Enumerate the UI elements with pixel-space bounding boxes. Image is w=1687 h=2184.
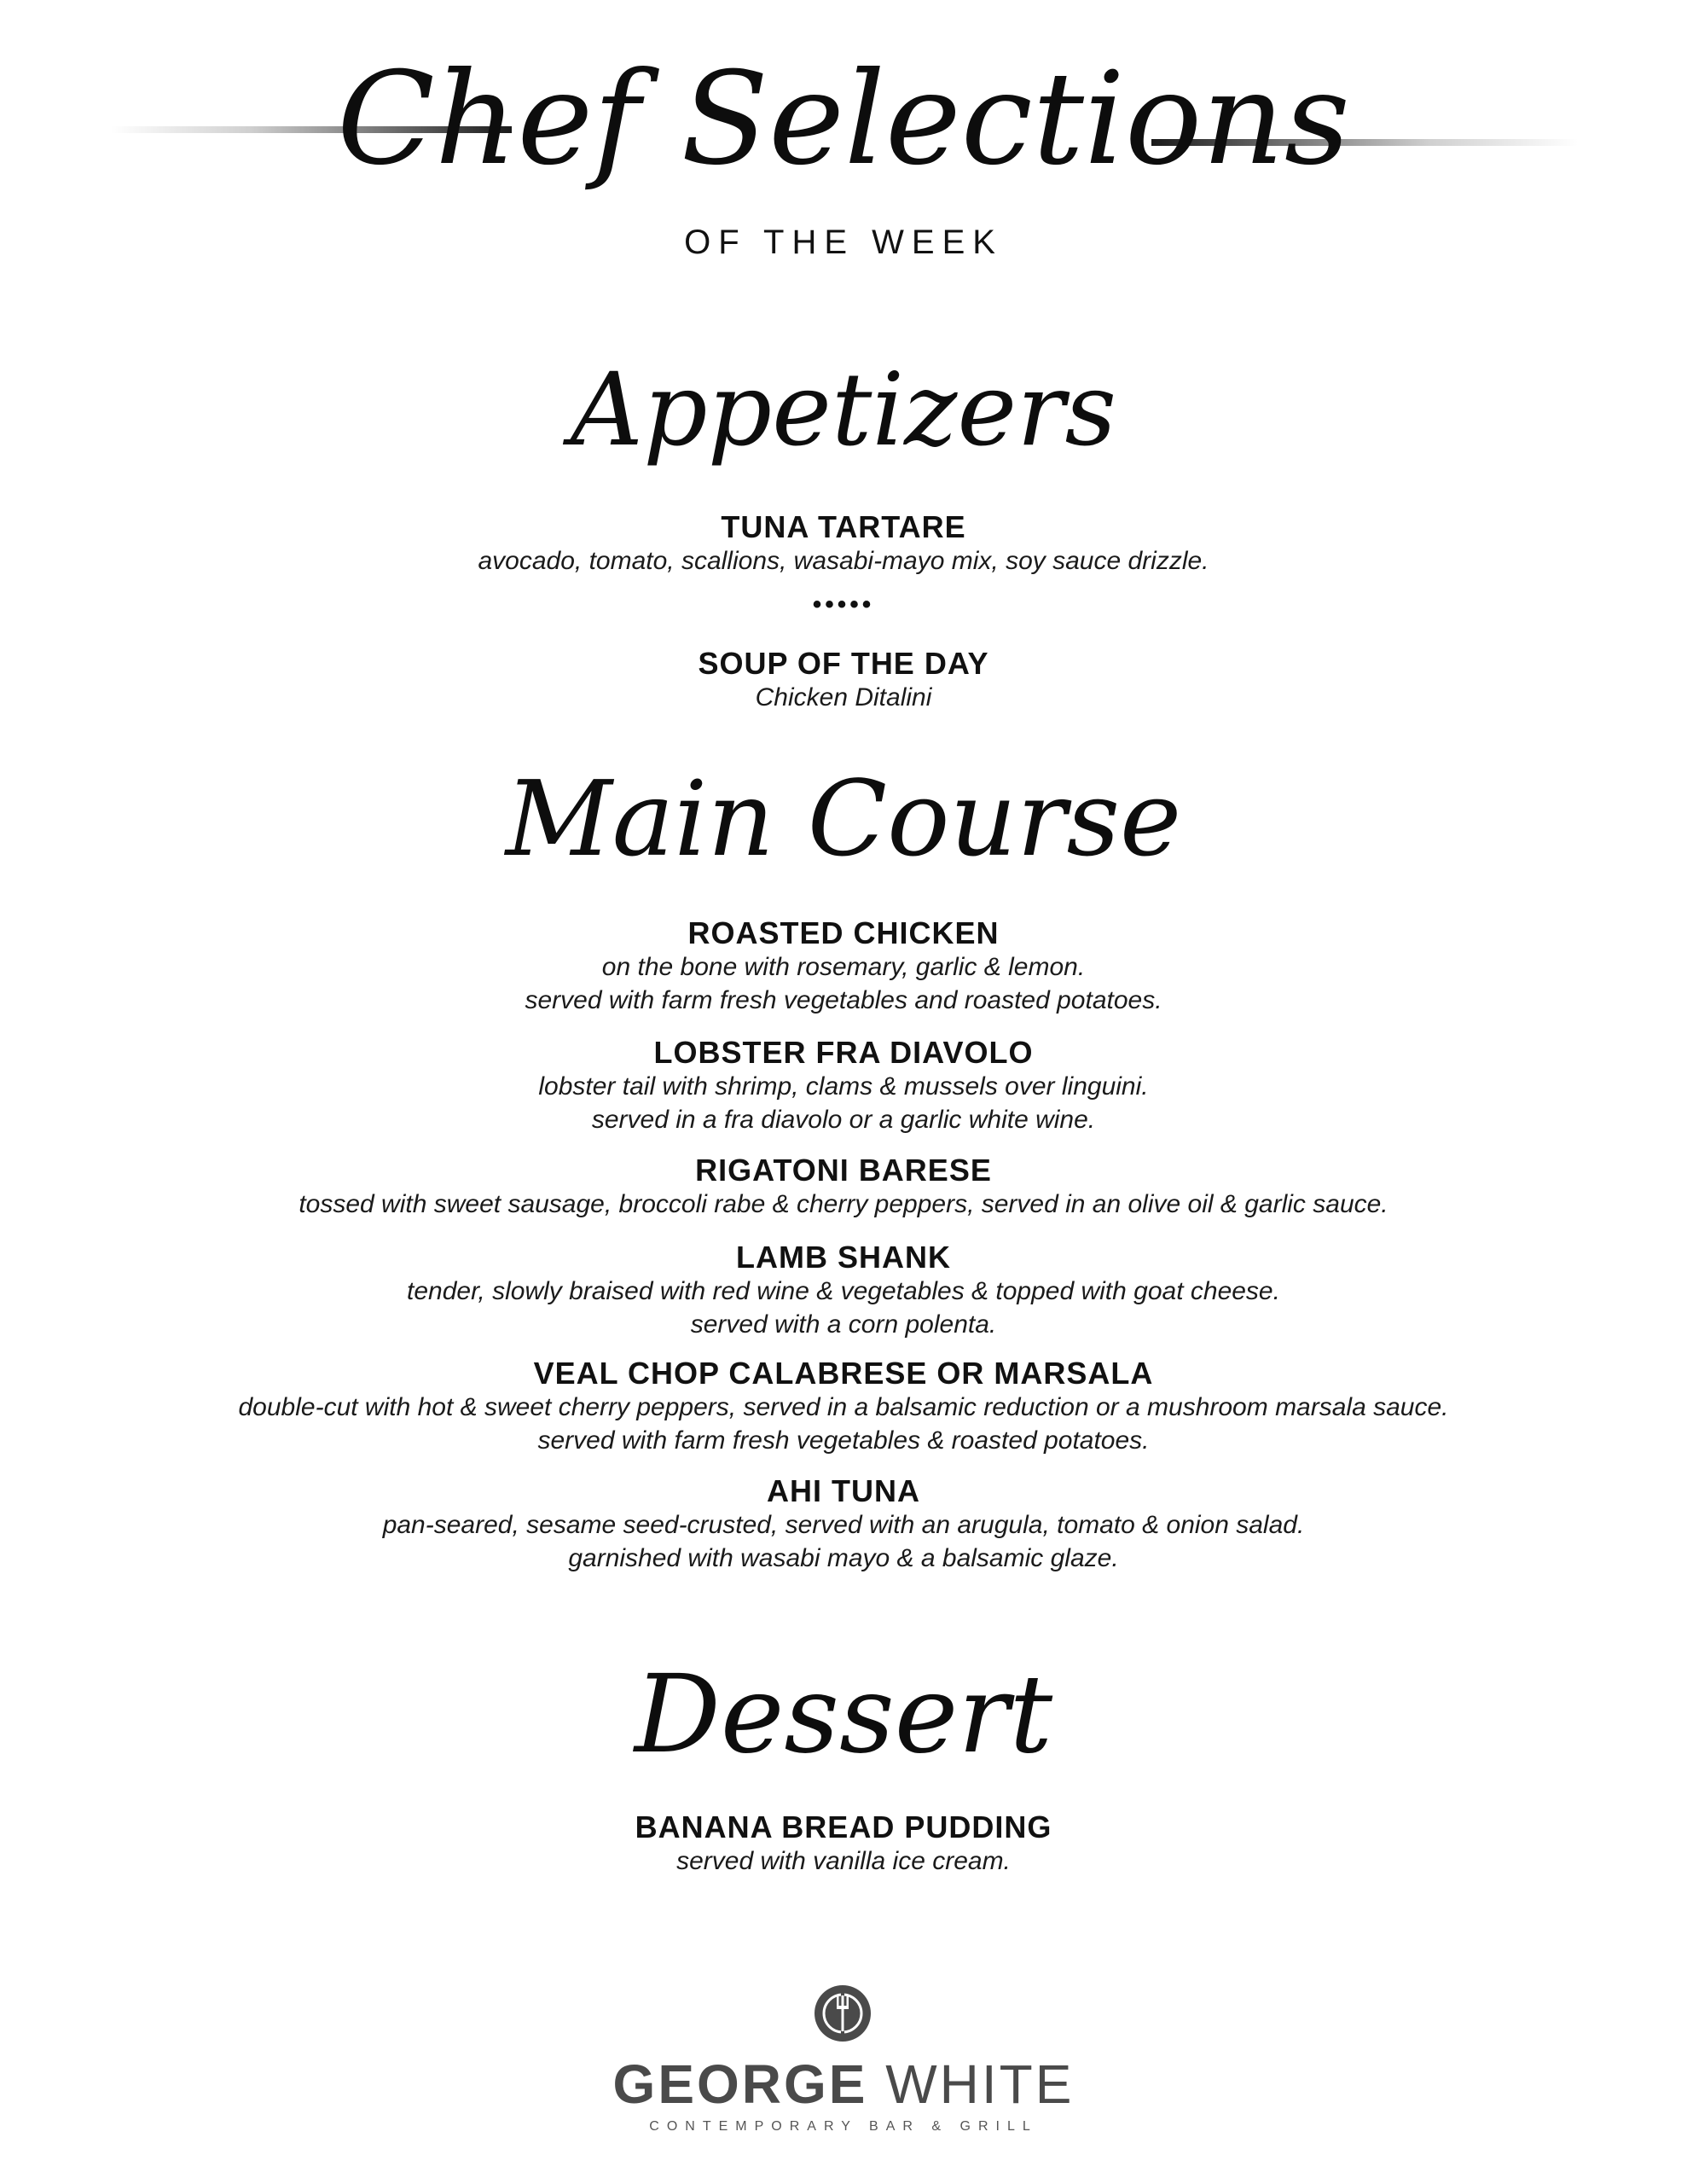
plate-fork-icon xyxy=(813,1984,872,2043)
dish-description: served in a fra diavolo or a garlic white wine. xyxy=(591,1106,1096,1134)
dish-description: served with farm fresh vegetables & roasted potatoes. xyxy=(537,1426,1150,1455)
brand-name xyxy=(0,2054,1687,2114)
section-heading-main-course: Main Course xyxy=(505,758,1182,880)
brand-tagline: CONTEMPORARY BAR & GRILL xyxy=(649,2119,1038,2134)
dish-description: tossed with sweet sausage, broccoli rabe & cherry peppers, served in an olive oil & garlic sauce. xyxy=(299,1190,1388,1218)
dish-name: TUNA TARTARE xyxy=(721,509,966,544)
menu-item xyxy=(0,647,1687,714)
dish-description: Chicken Ditalini xyxy=(755,683,932,712)
dish-description: tender, slowly braised with red wine & vegetables & topped with goat cheese. xyxy=(407,1277,1280,1305)
dish-description: served with farm fresh vegetables and roasted potatoes. xyxy=(525,986,1162,1014)
menu-item xyxy=(0,1036,1687,1136)
dish-name: VEAL CHOP CALABRESE OR MARSALA xyxy=(533,1356,1154,1391)
menu-item xyxy=(0,1474,1687,1575)
page-title: Chef Selections xyxy=(337,45,1350,194)
dish-description: lobster tail with shrimp, clams & mussels over linguini. xyxy=(538,1072,1149,1101)
section-heading-dessert: Dessert xyxy=(634,1652,1053,1777)
menu-item xyxy=(0,1240,1687,1341)
menu-item xyxy=(0,510,1687,578)
dish-description: served with vanilla ice cream. xyxy=(676,1847,1011,1875)
dish-name: LAMB SHANK xyxy=(736,1240,951,1275)
dish-name: RIGATONI BARESE xyxy=(695,1153,992,1188)
menu-item xyxy=(0,1153,1687,1221)
dish-description: pan-seared, sesame seed-crusted, served with an arugula, tomato & onion salad. xyxy=(382,1511,1305,1539)
menu-item xyxy=(0,1356,1687,1457)
dish-name: AHI TUNA xyxy=(767,1473,920,1508)
brand-name-light: WHITE xyxy=(885,2053,1075,2115)
dish-name: BANANA BREAD PUDDING xyxy=(635,1809,1052,1844)
brand-name-bold: GEORGE xyxy=(612,2053,868,2115)
dish-description: garnished with wasabi mayo & a balsamic glaze. xyxy=(568,1544,1119,1572)
dish-name: SOUP OF THE DAY xyxy=(698,646,989,681)
menu-item xyxy=(0,1810,1687,1878)
dish-description: on the bone with rosemary, garlic & lemon. xyxy=(601,953,1086,981)
menu-item xyxy=(0,916,1687,1017)
dish-description: served with a corn polenta. xyxy=(690,1310,997,1339)
section-heading-appetizers: Appetizers xyxy=(570,351,1117,468)
dish-description: avocado, tomato, scallions, wasabi-mayo mix, soy sauce drizzle. xyxy=(478,547,1209,575)
dish-name: ROASTED CHICKEN xyxy=(687,915,1000,950)
page-subtitle: OF THE WEEK xyxy=(684,224,1003,261)
dish-name: LOBSTER FRA DIAVOLO xyxy=(653,1035,1034,1070)
separator-dots: ••••• xyxy=(812,590,875,619)
dish-description: double-cut with hot & sweet cherry peppers, served in a balsamic reduction or a mushroom marsala sauce. xyxy=(238,1393,1449,1421)
